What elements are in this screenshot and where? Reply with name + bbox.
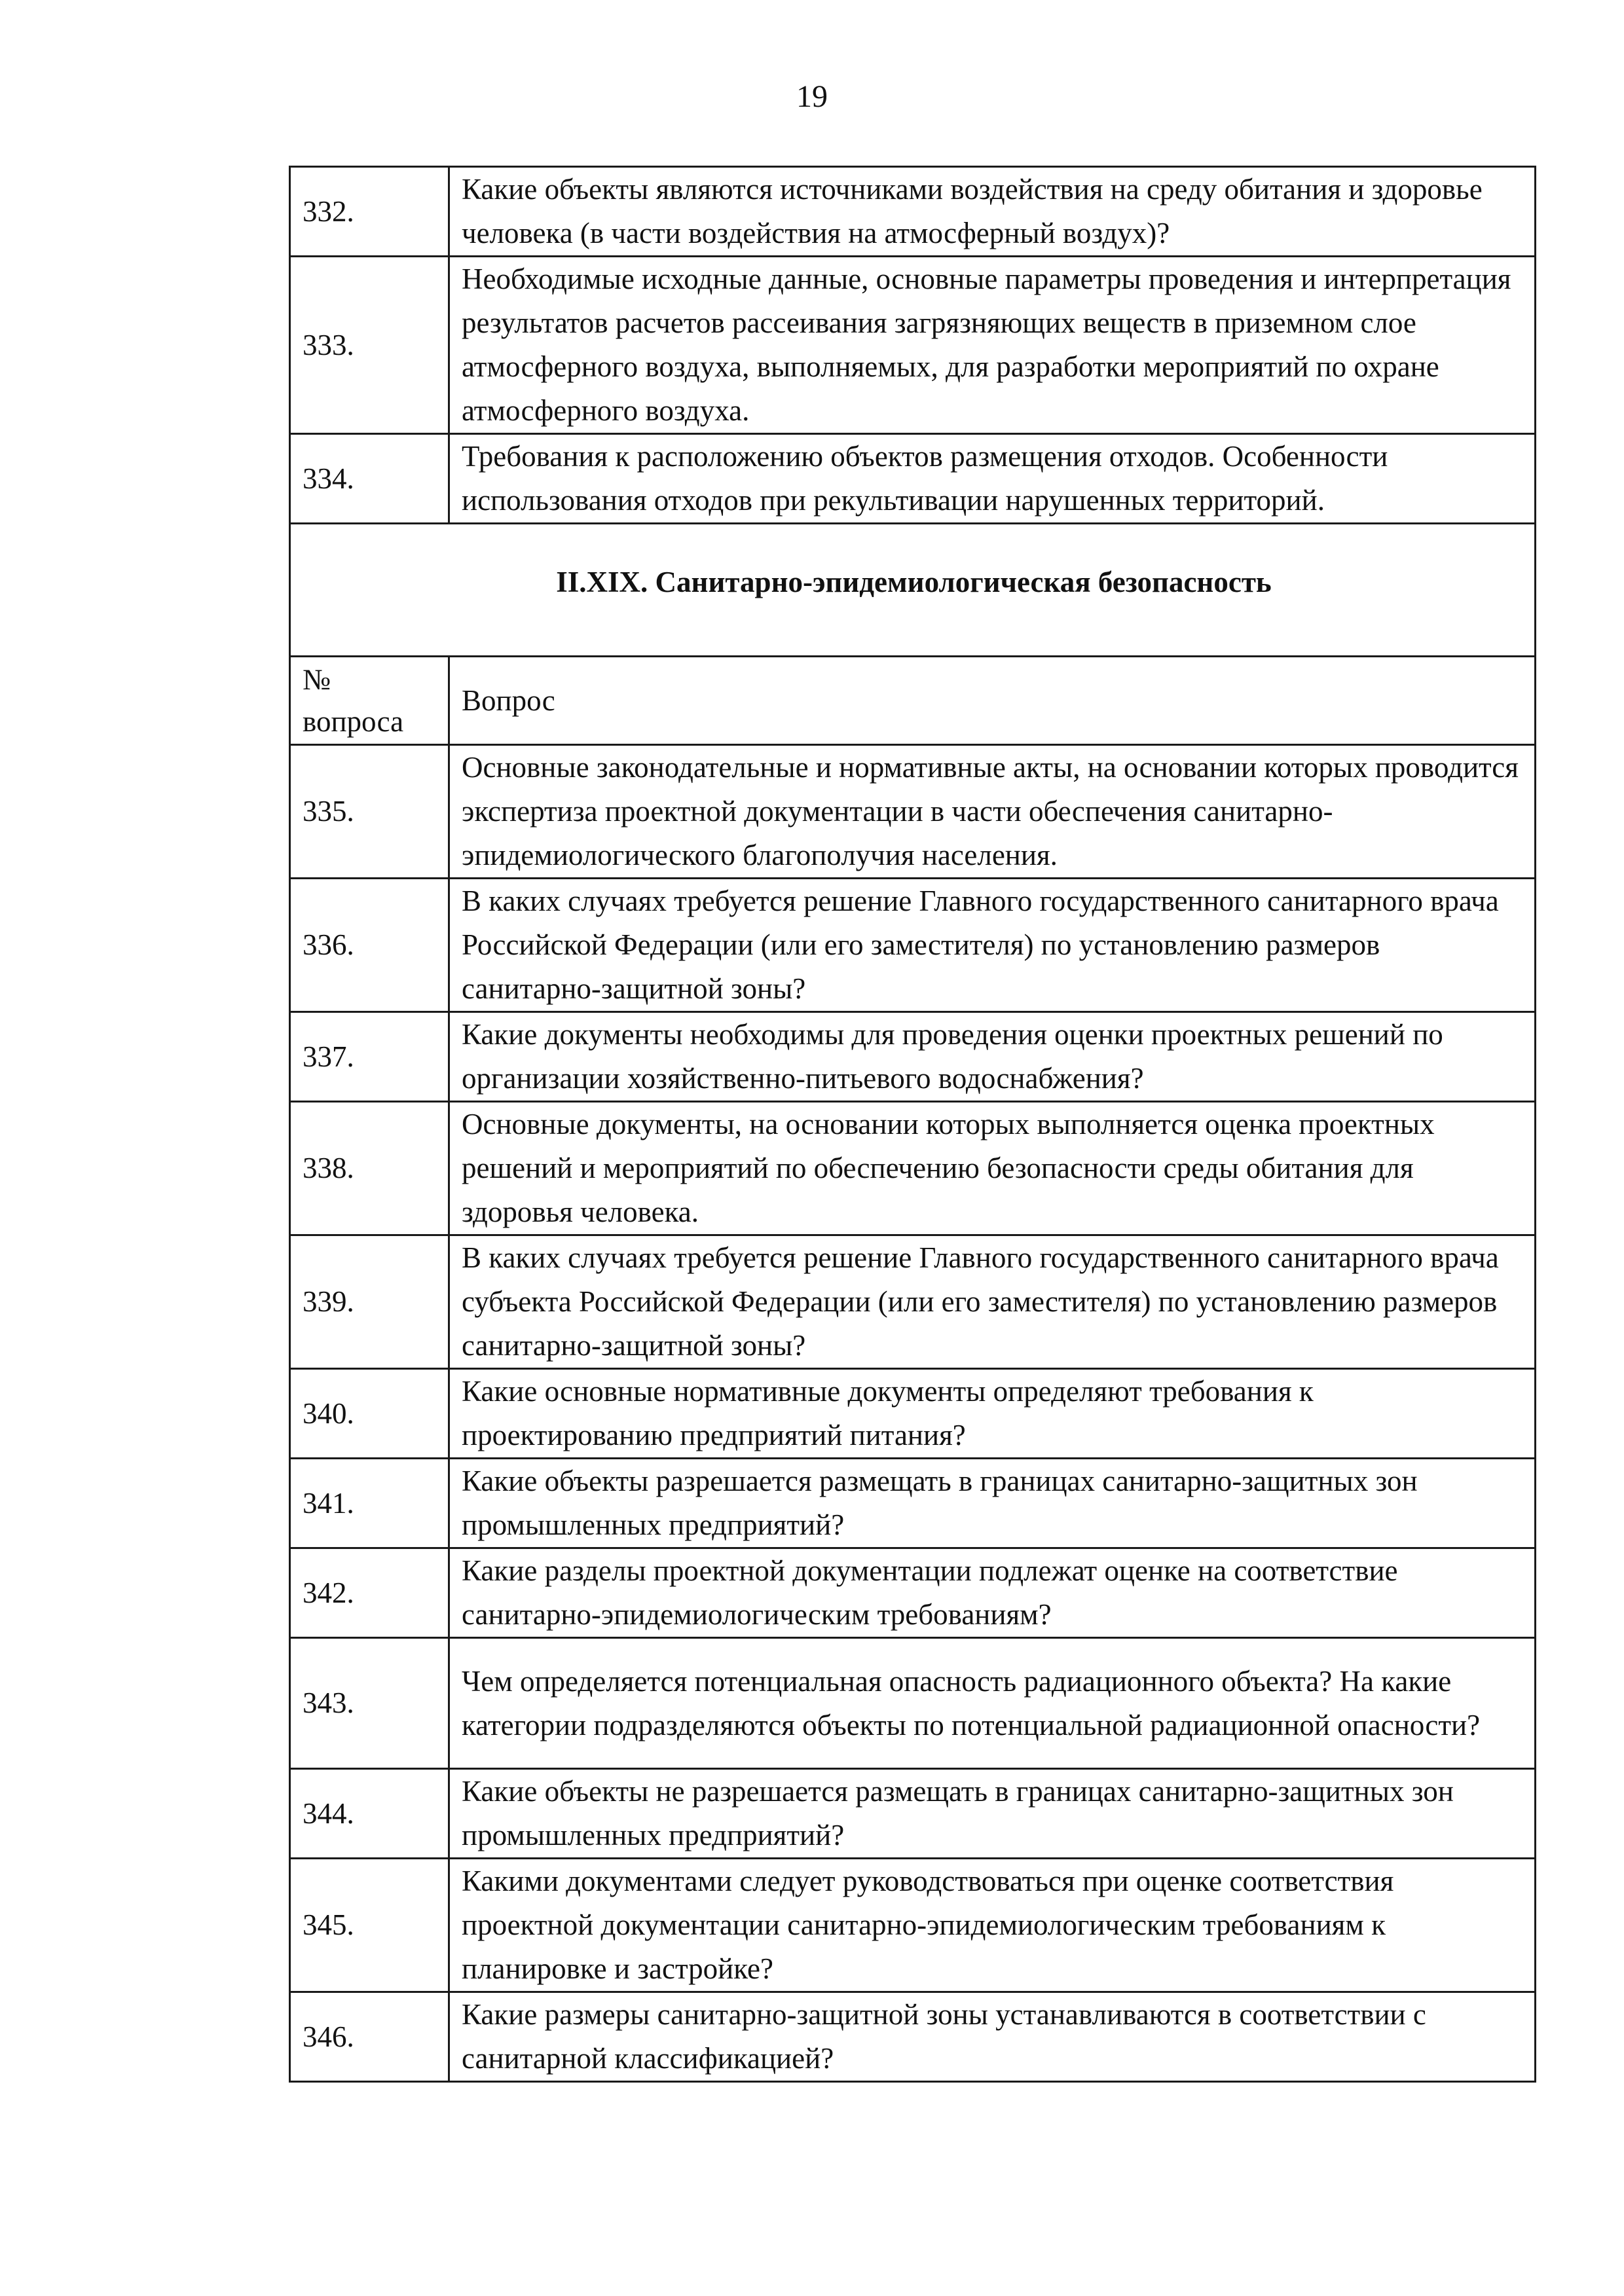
- table-row: [290, 1769, 1536, 1859]
- question-text: Какие размеры санитарно-защитной зоны устанавливаются в соответствии с санитарной классификацией?: [449, 1992, 1536, 2082]
- table-row: [290, 434, 1536, 524]
- table-row: [290, 1012, 1536, 1102]
- question-text: Какие документы необходимы для проведения оценки проектных решений по организации хозяйственно-питьевого водоснабжения?: [449, 1012, 1536, 1102]
- section-title-text: II.XIX. Санитарно-эпидемиологическая безопасность: [556, 565, 1272, 598]
- question-number: 342.: [290, 1548, 449, 1638]
- question-number: 338.: [290, 1102, 449, 1235]
- question-text: В каких случаях требуется решение Главного государственного санитарного врача субъекта Российской Федерации (или его заместителя) по установлению размеров санитарно-защитной зоны?: [449, 1235, 1536, 1369]
- question-text: Основные документы, на основании которых выполняется оценка проектных решений и мероприятий по обеспечению безопасности среды обитания для здоровья человека.: [449, 1102, 1536, 1235]
- question-number: 334.: [290, 434, 449, 524]
- table-row: [290, 1102, 1536, 1235]
- question-text: Какие объекты являются источниками воздействия на среду обитания и здоровье человека (в части воздействия на атмосферный воздух)?: [449, 167, 1536, 257]
- questions-table: [289, 166, 1536, 2083]
- question-number: 345.: [290, 1859, 449, 1992]
- table-row: [290, 879, 1536, 1012]
- table-row: [290, 1235, 1536, 1369]
- question-number: 340.: [290, 1369, 449, 1459]
- question-number: 339.: [290, 1235, 449, 1369]
- question-number: 341.: [290, 1459, 449, 1548]
- question-text: Какие объекты разрешается размещать в границах санитарно-защитных зон промышленных предприятий?: [449, 1459, 1536, 1548]
- question-text: Какими документами следует руководствоваться при оценке соответствия проектной документации санитарно-эпидемиологическим требованиям к планировке и застройке?: [449, 1859, 1536, 1992]
- question-text: Основные законодательные и нормативные акты, на основании которых проводится экспертиза проектной документации в части обеспечения санитарно-эпидемиологического благополучия населения.: [449, 745, 1536, 879]
- question-number: 332.: [290, 167, 449, 257]
- header-number: № вопроса: [290, 657, 449, 745]
- question-text: Необходимые исходные данные, основные параметры проведения и интерпретация результатов расчетов рассеивания загрязняющих веществ в приземном слое атмосферного воздуха, выполняемых, для разработки мероприятий по охране атмосферного воздуха.: [449, 257, 1536, 434]
- table-row: [290, 1859, 1536, 1992]
- page-number: 19: [796, 79, 828, 114]
- question-text: Какие разделы проектной документации подлежат оценке на соответствие санитарно-эпидемиологическим требованиям?: [449, 1548, 1536, 1638]
- table-row: [290, 167, 1536, 257]
- question-number: 337.: [290, 1012, 449, 1102]
- table-row: [290, 1548, 1536, 1638]
- question-number: 344.: [290, 1769, 449, 1859]
- table-row: [290, 257, 1536, 434]
- question-number: 346.: [290, 1992, 449, 2082]
- header-question: Вопрос: [449, 657, 1536, 745]
- table-row: [290, 1459, 1536, 1548]
- question-text: Чем определяется потенциальная опасность радиационного объекта? На какие категории подразделяются объекты по потенциальной радиационной опасности?: [449, 1638, 1536, 1769]
- question-number: 335.: [290, 745, 449, 879]
- table-row: [290, 1992, 1536, 2082]
- question-text: Требования к расположению объектов размещения отходов. Особенности использования отходов при рекультивации нарушенных территорий.: [449, 434, 1536, 524]
- table-row: [290, 745, 1536, 879]
- section-title: [290, 524, 1536, 657]
- table-row: [290, 1369, 1536, 1459]
- table-header-row: [290, 657, 1536, 745]
- section-row: [290, 524, 1536, 657]
- question-number: 333.: [290, 257, 449, 434]
- question-number: 343.: [290, 1638, 449, 1769]
- question-text: В каких случаях требуется решение Главного государственного санитарного врача Российской Федерации (или его заместителя) по установлению размеров санитарно-защитной зоны?: [449, 879, 1536, 1012]
- question-number: 336.: [290, 879, 449, 1012]
- question-text: Какие основные нормативные документы определяют требования к проектированию предприятий питания?: [449, 1369, 1536, 1459]
- table-row: [290, 1638, 1536, 1769]
- question-text: Какие объекты не разрешается размещать в границах санитарно-защитных зон промышленных предприятий?: [449, 1769, 1536, 1859]
